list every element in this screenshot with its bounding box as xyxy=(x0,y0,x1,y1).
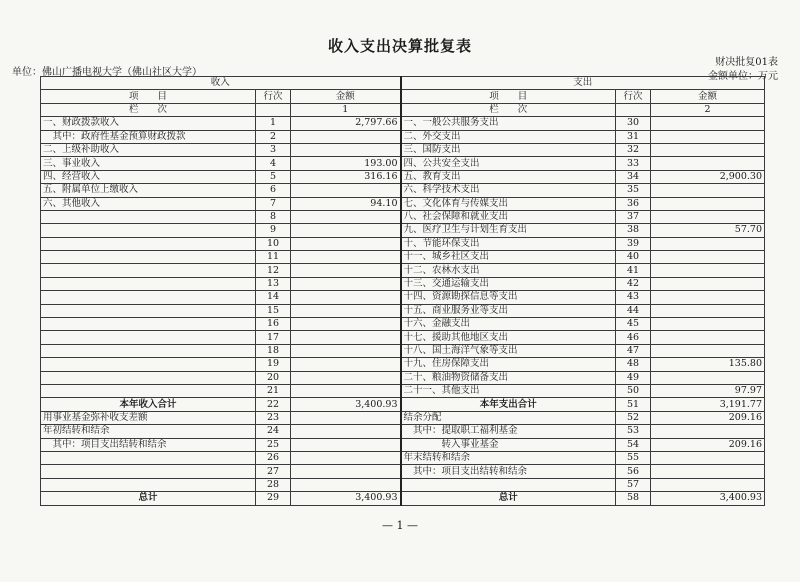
expense-item: 十、节能环保支出 xyxy=(401,237,616,250)
expense-header: 支出 xyxy=(401,77,765,90)
income-item: 五、附属单位上缴收入 xyxy=(41,184,256,197)
expense-row-no: 51 xyxy=(616,398,651,411)
table-row xyxy=(41,344,765,357)
table-row xyxy=(41,304,765,317)
income-item xyxy=(41,318,256,331)
income-amount xyxy=(291,237,401,250)
expense-item: 年末结转和结余 xyxy=(401,451,616,464)
income-row-no: 6 xyxy=(256,184,291,197)
expense-amount: 57.70 xyxy=(651,224,765,237)
income-col-no: 1 xyxy=(291,103,401,116)
expense-row-no: 49 xyxy=(616,371,651,384)
income-amount xyxy=(291,264,401,277)
header-row-order xyxy=(41,103,765,116)
income-amount: 316.16 xyxy=(291,170,401,183)
income-item: 二、上级补助收入 xyxy=(41,143,256,156)
expense-item: 二十、粮油物资储备支出 xyxy=(401,371,616,384)
expense-amount xyxy=(651,277,765,290)
income-amount xyxy=(291,291,401,304)
income-item xyxy=(41,237,256,250)
income-item xyxy=(41,384,256,397)
form-code: 财决批复01表 xyxy=(715,57,778,68)
expense-amount xyxy=(651,184,765,197)
expense-row-no: 47 xyxy=(616,344,651,357)
income-amount: 3,400.93 xyxy=(291,492,401,505)
expense-amount: 97.97 xyxy=(651,384,765,397)
table-row xyxy=(41,157,765,170)
income-item: 总计 xyxy=(41,492,256,505)
expense-item: 十七、援助其他地区支出 xyxy=(401,331,616,344)
expense-item: 十八、国土海洋气象等支出 xyxy=(401,344,616,357)
table-row xyxy=(41,197,765,210)
income-item xyxy=(41,358,256,371)
income-amount xyxy=(291,130,401,143)
expense-item: 十五、商业服务业等支出 xyxy=(401,304,616,317)
expense-item: 总计 xyxy=(401,492,616,505)
expense-row-no: 42 xyxy=(616,277,651,290)
expense-item: 六、科学技术支出 xyxy=(401,184,616,197)
expense-amount: 209.16 xyxy=(651,411,765,424)
expense-item: 一、一般公共服务支出 xyxy=(401,117,616,130)
amount-unit: 金额单位：万元 xyxy=(708,71,778,82)
expense-item: 十二、农林水支出 xyxy=(401,264,616,277)
expense-amount xyxy=(651,197,765,210)
expense-item xyxy=(401,478,616,491)
expense-amount: 3,400.93 xyxy=(651,492,765,505)
expense-row-no: 43 xyxy=(616,291,651,304)
table-row xyxy=(41,438,765,451)
expense-item: 七、文化体育与传媒支出 xyxy=(401,197,616,210)
expense-amount xyxy=(651,478,765,491)
expense-row-no: 31 xyxy=(616,130,651,143)
table-body xyxy=(41,117,765,505)
income-col-order-blank xyxy=(256,103,291,116)
income-row-no: 3 xyxy=(256,143,291,156)
expense-item: 本年支出合计 xyxy=(401,398,616,411)
expense-amount xyxy=(651,264,765,277)
income-expense-table xyxy=(40,76,765,506)
income-row-no: 7 xyxy=(256,197,291,210)
income-row-no: 17 xyxy=(256,331,291,344)
table-row xyxy=(41,331,765,344)
income-row-no: 2 xyxy=(256,130,291,143)
income-amount xyxy=(291,425,401,438)
income-row-no: 27 xyxy=(256,465,291,478)
income-row-no: 19 xyxy=(256,358,291,371)
income-row-no: 4 xyxy=(256,157,291,170)
income-item xyxy=(41,344,256,357)
table-row xyxy=(41,224,765,237)
income-amount xyxy=(291,224,401,237)
income-row-no: 26 xyxy=(256,451,291,464)
income-item: 本年收入合计 xyxy=(41,398,256,411)
income-item: 六、其他收入 xyxy=(41,197,256,210)
income-amount xyxy=(291,478,401,491)
expense-row-no: 38 xyxy=(616,224,651,237)
table-row xyxy=(41,291,765,304)
income-amount xyxy=(291,143,401,156)
income-row-no: 11 xyxy=(256,251,291,264)
expense-item: 转入事业基金 xyxy=(401,438,616,451)
expense-row-no: 34 xyxy=(616,170,651,183)
income-row-no: 12 xyxy=(256,264,291,277)
income-col-order: 栏 次 xyxy=(41,103,256,116)
income-item: 其中：政府性基金预算财政拨款 xyxy=(41,130,256,143)
income-amount xyxy=(291,331,401,344)
table-row xyxy=(41,478,765,491)
income-row-no: 13 xyxy=(256,277,291,290)
table-row xyxy=(41,277,765,290)
expense-row-no: 53 xyxy=(616,425,651,438)
expense-item: 十四、资源勘探信息等支出 xyxy=(401,291,616,304)
income-amount: 94.10 xyxy=(291,197,401,210)
income-item xyxy=(41,451,256,464)
expense-row-no: 54 xyxy=(616,438,651,451)
expense-amount: 209.16 xyxy=(651,438,765,451)
income-header: 收入 xyxy=(41,77,401,90)
income-amount-header: 金额 xyxy=(291,90,401,103)
income-amount xyxy=(291,318,401,331)
income-row-no: 14 xyxy=(256,291,291,304)
expense-amount xyxy=(651,251,765,264)
income-item xyxy=(41,210,256,223)
table-row xyxy=(41,318,765,331)
expense-row-no: 50 xyxy=(616,384,651,397)
expense-amount xyxy=(651,143,765,156)
expense-item: 四、公共安全支出 xyxy=(401,157,616,170)
expense-row-no: 39 xyxy=(616,237,651,250)
expense-amount xyxy=(651,344,765,357)
expense-row-no: 36 xyxy=(616,197,651,210)
expense-amount xyxy=(651,237,765,250)
income-item: 一、财政拨款收入 xyxy=(41,117,256,130)
table-row xyxy=(41,425,765,438)
expense-row-no: 52 xyxy=(616,411,651,424)
expense-col-order-blank xyxy=(616,103,651,116)
expense-amount: 2,900.30 xyxy=(651,170,765,183)
income-row-no: 9 xyxy=(256,224,291,237)
table-row xyxy=(41,210,765,223)
table-row xyxy=(41,143,765,156)
income-item: 三、事业收入 xyxy=(41,157,256,170)
table-row xyxy=(41,358,765,371)
expense-item: 其中：提取职工福利基金 xyxy=(401,425,616,438)
table-row xyxy=(41,398,765,411)
table-row xyxy=(41,130,765,143)
org-unit: 单位：佛山广播电视大学（佛山社区大学） xyxy=(12,67,202,78)
income-item xyxy=(41,264,256,277)
expense-amount xyxy=(651,451,765,464)
income-row-no: 8 xyxy=(256,210,291,223)
expense-amount xyxy=(651,157,765,170)
table-row xyxy=(41,411,765,424)
income-item xyxy=(41,304,256,317)
expense-amount xyxy=(651,371,765,384)
expense-row-no: 40 xyxy=(616,251,651,264)
header-row-section xyxy=(41,77,765,90)
page-number: — 1 — xyxy=(382,519,418,532)
expense-item: 十一、城乡社区支出 xyxy=(401,251,616,264)
income-item xyxy=(41,371,256,384)
table-row xyxy=(41,264,765,277)
income-row-no: 10 xyxy=(256,237,291,250)
income-item xyxy=(41,465,256,478)
expense-item-header: 项 目 xyxy=(401,90,616,103)
expense-row-no: 48 xyxy=(616,358,651,371)
table-row xyxy=(41,184,765,197)
income-row-no: 23 xyxy=(256,411,291,424)
page-title: 收入支出决算批复表 xyxy=(327,37,472,55)
expense-row-no: 30 xyxy=(616,117,651,130)
table-row xyxy=(41,170,765,183)
expense-amount xyxy=(651,331,765,344)
income-amount xyxy=(291,371,401,384)
expense-amount xyxy=(651,210,765,223)
table-row xyxy=(41,384,765,397)
expense-amount-header: 金额 xyxy=(651,90,765,103)
income-amount: 2,797.66 xyxy=(291,117,401,130)
table-row xyxy=(41,117,765,130)
expense-row-no: 41 xyxy=(616,264,651,277)
expense-rowno-header: 行次 xyxy=(616,90,651,103)
income-amount xyxy=(291,251,401,264)
expense-item: 其中：项目支出结转和结余 xyxy=(401,465,616,478)
expense-item: 结余分配 xyxy=(401,411,616,424)
expense-amount xyxy=(651,318,765,331)
income-amount xyxy=(291,358,401,371)
income-amount xyxy=(291,210,401,223)
income-amount xyxy=(291,438,401,451)
income-row-no: 1 xyxy=(256,117,291,130)
expense-row-no: 58 xyxy=(616,492,651,505)
income-item xyxy=(41,251,256,264)
income-amount: 3,400.93 xyxy=(291,398,401,411)
expense-col-no: 2 xyxy=(651,103,765,116)
expense-amount xyxy=(651,425,765,438)
income-row-no: 28 xyxy=(256,478,291,491)
table-row xyxy=(41,371,765,384)
income-amount xyxy=(291,304,401,317)
expense-item: 十六、金融支出 xyxy=(401,318,616,331)
expense-row-no: 37 xyxy=(616,210,651,223)
income-amount xyxy=(291,451,401,464)
table-row xyxy=(41,492,765,505)
expense-amount xyxy=(651,130,765,143)
income-row-no: 20 xyxy=(256,371,291,384)
expense-item: 九、医疗卫生与计划生育支出 xyxy=(401,224,616,237)
income-item xyxy=(41,277,256,290)
income-row-no: 29 xyxy=(256,492,291,505)
expense-row-no: 44 xyxy=(616,304,651,317)
expense-amount: 3,191.77 xyxy=(651,398,765,411)
expense-amount xyxy=(651,117,765,130)
income-row-no: 25 xyxy=(256,438,291,451)
expense-item: 十九、住房保障支出 xyxy=(401,358,616,371)
income-rowno-header: 行次 xyxy=(256,90,291,103)
income-item: 四、经营收入 xyxy=(41,170,256,183)
expense-item: 三、国防支出 xyxy=(401,143,616,156)
expense-row-no: 45 xyxy=(616,318,651,331)
expense-row-no: 46 xyxy=(616,331,651,344)
expense-amount: 135.80 xyxy=(651,358,765,371)
expense-col-order: 栏 次 xyxy=(401,103,616,116)
income-row-no: 16 xyxy=(256,318,291,331)
income-row-no: 5 xyxy=(256,170,291,183)
income-item xyxy=(41,331,256,344)
expense-item: 十三、交通运输支出 xyxy=(401,277,616,290)
income-amount xyxy=(291,411,401,424)
income-amount: 193.00 xyxy=(291,157,401,170)
table-row xyxy=(41,237,765,250)
expense-row-no: 57 xyxy=(616,478,651,491)
income-item xyxy=(41,291,256,304)
expense-row-no: 56 xyxy=(616,465,651,478)
income-amount xyxy=(291,384,401,397)
expense-row-no: 33 xyxy=(616,157,651,170)
income-item xyxy=(41,224,256,237)
income-amount xyxy=(291,465,401,478)
expense-item: 二十一、其他支出 xyxy=(401,384,616,397)
expense-item: 八、社会保障和就业支出 xyxy=(401,210,616,223)
income-item xyxy=(41,478,256,491)
income-amount xyxy=(291,184,401,197)
table-row xyxy=(41,251,765,264)
income-item-header: 项 目 xyxy=(41,90,256,103)
income-item: 用事业基金弥补收支差额 xyxy=(41,411,256,424)
expense-row-no: 35 xyxy=(616,184,651,197)
income-row-no: 15 xyxy=(256,304,291,317)
income-row-no: 24 xyxy=(256,425,291,438)
expense-amount xyxy=(651,465,765,478)
income-item: 年初结转和结余 xyxy=(41,425,256,438)
income-row-no: 18 xyxy=(256,344,291,357)
income-row-no: 22 xyxy=(256,398,291,411)
expense-item: 五、教育支出 xyxy=(401,170,616,183)
header-row-columns xyxy=(41,90,765,103)
expense-row-no: 55 xyxy=(616,451,651,464)
income-item: 其中：项目支出结转和结余 xyxy=(41,438,256,451)
income-amount xyxy=(291,277,401,290)
income-row-no: 21 xyxy=(256,384,291,397)
table-row xyxy=(41,451,765,464)
income-amount xyxy=(291,344,401,357)
expense-item: 二、外交支出 xyxy=(401,130,616,143)
expense-row-no: 32 xyxy=(616,143,651,156)
table-row xyxy=(41,465,765,478)
expense-amount xyxy=(651,291,765,304)
expense-amount xyxy=(651,304,765,317)
